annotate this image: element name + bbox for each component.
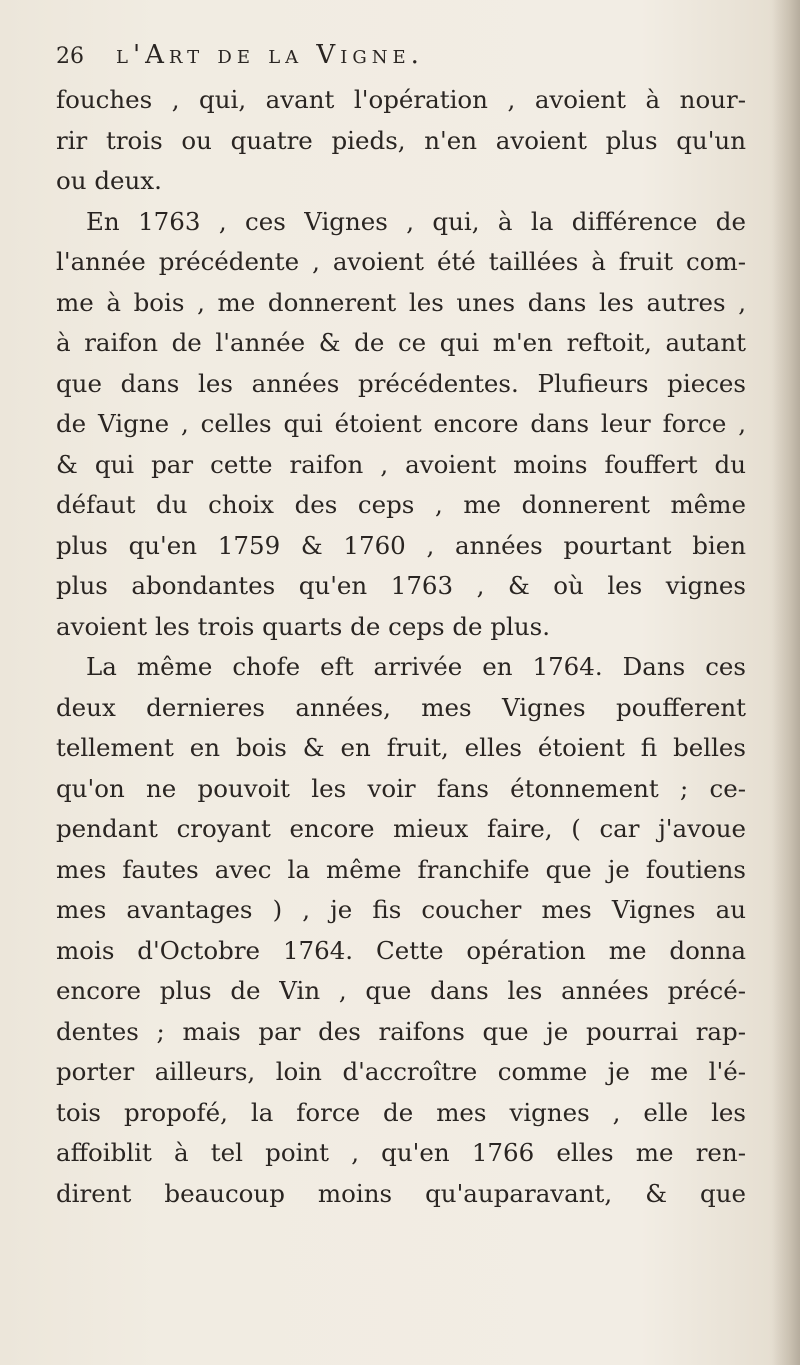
text-line: deux dernieres années, mes Vignes poufferent — [56, 692, 746, 722]
text-line: La même chofe eft arrivée en 1764. Dans ces — [86, 652, 746, 681]
page-edge-shadow — [772, 0, 800, 1365]
body-text — [56, 80, 746, 1214]
text-line: qu'on ne pouvoit les voir fans étonnement ; ce- — [56, 773, 746, 803]
page-header — [56, 40, 696, 80]
text-line: & qui par cette raifon , avoient moins fouffert du — [56, 449, 746, 479]
text-line: à raifon de l'année & de ce qui m'en reftoit, autant — [56, 328, 746, 357]
text-line: me à bois , me donnerent les unes dans les autres , — [56, 287, 746, 317]
text-line: que dans les années précédentes. Plufieurs pieces — [56, 368, 746, 398]
text-line: avoient les trois quarts de ceps de plus. — [56, 611, 550, 641]
text-line: tellement en bois & en fruit, elles étoient fi belles — [56, 733, 746, 762]
text-line: pendant croyant encore mieux faire, ( car j'avoue — [56, 814, 746, 843]
running-title: l'Art de la Vigne. — [116, 40, 424, 70]
text-line: rir trois ou quatre pieds, n'en avoient plus qu'un — [56, 125, 746, 155]
text-line: l'année précédente , avoient été taillées à fruit com- — [56, 247, 746, 276]
text-line: affoiblit à tel point , qu'en 1766 elles me ren- — [56, 1138, 746, 1167]
text-line: de Vigne , celles qui étoient encore dans leur force , — [56, 409, 746, 438]
text-line: défaut du choix des ceps , me donnerent même — [56, 490, 746, 519]
text-line: porter ailleurs, loin d'accroître comme je me l'é- — [56, 1057, 746, 1086]
text-line: mois d'Octobre 1764. Cette opération me donna — [56, 935, 746, 965]
text-line: En 1763 , ces Vignes , qui, à la différence de — [86, 206, 746, 236]
text-line: ou deux. — [56, 166, 162, 195]
text-line: mes avantages ) , je fis coucher mes Vignes au — [56, 895, 746, 924]
text-line: fouches , qui, avant l'opération , avoient à nour- — [56, 85, 746, 114]
text-line: tois propofé, la force de mes vignes , elle les — [56, 1097, 746, 1127]
text-line: dentes ; mais par des raifons que je pourrai rap- — [56, 1016, 746, 1046]
text-line: mes fautes avec la même franchife que je foutiens — [56, 854, 746, 884]
text-line: encore plus de Vin , que dans les années précé- — [56, 976, 746, 1005]
text-line: plus abondantes qu'en 1763 , & où les vignes — [56, 571, 746, 600]
page-number: 26 — [56, 44, 84, 69]
text-line: dirent beaucoup moins qu'auparavant, & que — [56, 1178, 746, 1208]
text-line: plus qu'en 1759 & 1760 , années pourtant bien — [56, 530, 746, 560]
